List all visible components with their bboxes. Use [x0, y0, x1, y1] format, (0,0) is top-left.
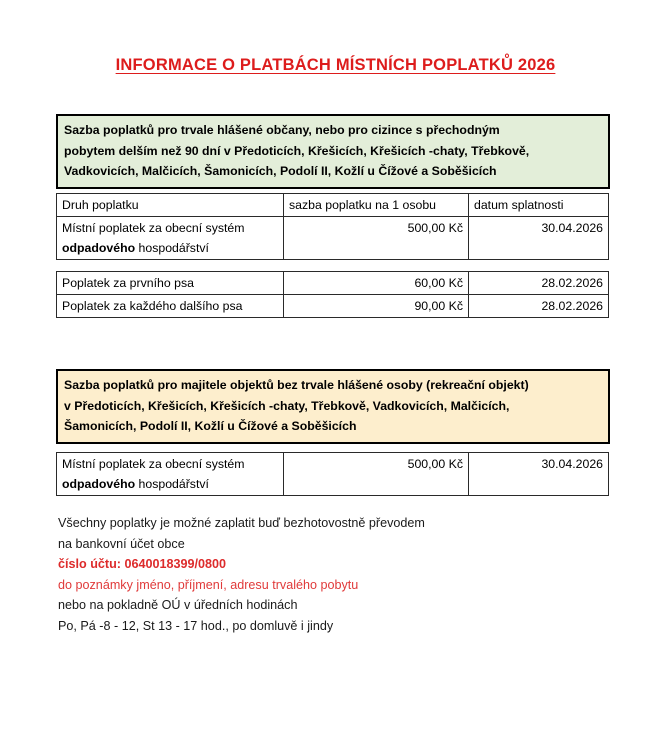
- waste-fee-kind-emphasis: odpadového: [62, 241, 136, 255]
- cell-dog-fee-due: 28.02.2026: [469, 295, 609, 318]
- cell-waste-fee-rate: 500,00 Kč: [284, 453, 469, 496]
- waste-fee-kind-line-1: Místní poplatek za obecní systém: [62, 221, 245, 235]
- callout-recreational-line-3: Šamonicích, Podolí II, Kožlí u Čížové a Soběšicích: [64, 419, 357, 433]
- fee-table-residents-main: [56, 193, 609, 260]
- waste-fee-kind-line-2-rest: hospodářství: [135, 241, 209, 255]
- cell-dog-fee-kind: Poplatek za prvního psa: [57, 272, 284, 295]
- callout-recreational-line-1: Sazba poplatků pro majitele objektů bez trvale hlášené osoby (rekreační objekt): [64, 378, 529, 392]
- cell-dog-fee-rate: 60,00 Kč: [284, 272, 469, 295]
- payment-office-hours: Po, Pá -8 - 12, St 13 - 17 hod., po domluvě i jindy: [58, 618, 334, 633]
- page-title: INFORMACE O PLATBÁCH MÍSTNÍCH POPLATKŮ 2026: [115, 56, 556, 74]
- waste-fee-kind-line-1: Místní poplatek za obecní systém: [62, 457, 245, 471]
- fee-table-recreational: [56, 452, 609, 496]
- cell-waste-fee-rate: 500,00 Kč: [284, 217, 469, 260]
- cell-waste-fee-kind: [57, 217, 284, 260]
- table-row: [57, 295, 609, 318]
- callout-recreational: [56, 369, 610, 444]
- cell-dog-fee-kind: Poplatek za každého dalšího psa: [57, 295, 284, 318]
- payment-line-transfer: Všechny poplatky je možné zaplatit buď bezhotovostně převodem: [58, 516, 425, 530]
- payment-line-cash-desk: nebo na pokladně OÚ v úředních hodinách: [58, 598, 298, 613]
- waste-fee-kind-line-2-rest: hospodářství: [135, 477, 209, 491]
- table-row: [57, 272, 609, 295]
- callout-residents-line-2: pobytem delším než 90 dní v Předoticích, Křešicích, Křešicích -chaty, Třebkově,: [64, 143, 530, 158]
- cell-waste-fee-kind: [57, 453, 284, 496]
- payment-line-bank-account-label: na bankovní účet obce: [58, 536, 185, 551]
- fee-table-residents-dogs: [56, 271, 609, 318]
- header-cell-kind: Druh poplatku: [57, 194, 284, 217]
- table-row: [57, 217, 609, 260]
- cell-dog-fee-rate: 90,00 Kč: [284, 295, 469, 318]
- cell-waste-fee-due: 30.04.2026: [469, 453, 609, 496]
- callout-recreational-line-2: v Předoticích, Křešicích, Křešicích -chaty, Třebkově, Vadkovicích, Malčicích,: [64, 398, 510, 413]
- header-cell-due: datum splatnosti: [469, 194, 609, 217]
- header-cell-rate: sazba poplatku na 1 osobu: [284, 194, 469, 217]
- payment-account-number: číslo účtu: 0640018399/0800: [58, 557, 227, 572]
- callout-residents-line-3: Vadkovicích, Malčicích, Šamonicích, Podolí II, Kožlí u Čížové a Soběšicích: [64, 164, 497, 178]
- payment-instructions: [58, 513, 618, 637]
- cell-dog-fee-due: 28.02.2026: [469, 272, 609, 295]
- table-header-row: [57, 194, 609, 217]
- table-row: [57, 453, 609, 496]
- waste-fee-kind-emphasis: odpadového: [62, 477, 136, 491]
- callout-residents: [56, 114, 610, 189]
- callout-residents-line-1: Sazba poplatků pro trvale hlášené občany, nebo pro cizince s přechodným: [64, 123, 500, 137]
- payment-note-instruction: do poznámky jméno, příjmení, adresu trvalého pobytu: [58, 577, 359, 592]
- cell-waste-fee-due: 30.04.2026: [469, 217, 609, 260]
